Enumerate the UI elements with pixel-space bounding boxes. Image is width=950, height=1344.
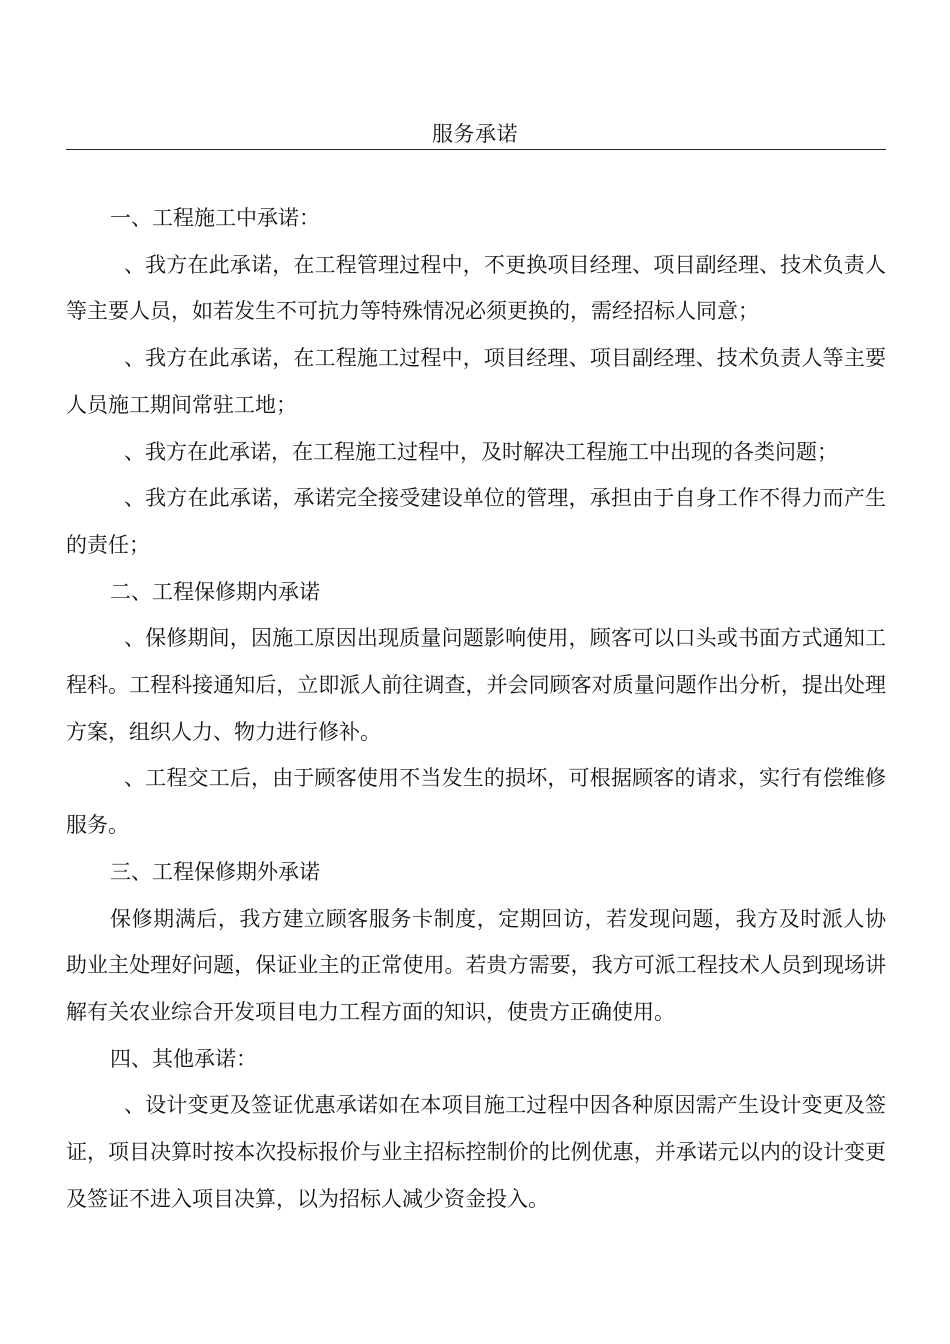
paragraph: 、我方在此承诺，在工程施工过程中，及时解决工程施工中出现的各类问题；: [124, 439, 838, 464]
paragraph: 、工程交工后，由于顾客使用不当发生的损坏，可根据顾客的请求，实行有偿维修服务。: [66, 766, 886, 838]
paragraph: 、设计变更及签证优惠承诺如在本项目施工过程中因各种原因需产生设计变更及签证，项目决算时按本次投标报价与业主招标控制价的比例优惠，并承诺元以内的设计变更及签证不进入项目决算，以为招标人减少资金投入。: [66, 1093, 886, 1211]
paragraph: 、我方在此承诺，承诺完全接受建设单位的管理，承担由于自身工作不得力而产生的责任；: [66, 486, 886, 557]
section-heading: 一、工程施工中承诺：: [110, 206, 320, 230]
page-title: 服务承诺: [432, 122, 518, 146]
paragraph: 、保修期间，因施工原因出现质量问题影响使用，顾客可以口头或书面方式通知工程科。工程科接通知后，立即派人前往调查，并会同顾客对质量问题作出分析，提出处理方案，组织人力、物力进行修补。: [66, 626, 886, 744]
section-heading: 二、工程保修期内承诺: [110, 579, 320, 604]
section-heading: 三、工程保修期外承诺: [110, 859, 320, 884]
section-heading: 四、其他承诺：: [110, 1046, 257, 1071]
document-body: [66, 195, 886, 1222]
paragraph: 、我方在此承诺，在工程施工过程中，项目经理、项目副经理、技术负责人等主要人员施工期间常驻工地；: [66, 346, 886, 417]
header-divider: [66, 149, 886, 150]
paragraph: 保修期满后，我方建立顾客服务卡制度，定期回访，若发现问题，我方及时派人协助业主处理好问题，保证业主的正常使用。若贵方需要，我方可派工程技术人员到现场讲解有关农业综合开发项目电力工程方面的知识，使贵方正确使用。: [66, 906, 886, 1024]
paragraph: 、我方在此承诺，在工程管理过程中，不更换项目经理、项目副经理、技术负责人等主要人员，如若发生不可抗力等特殊情况必须更换的，需经招标人同意；: [66, 252, 886, 324]
